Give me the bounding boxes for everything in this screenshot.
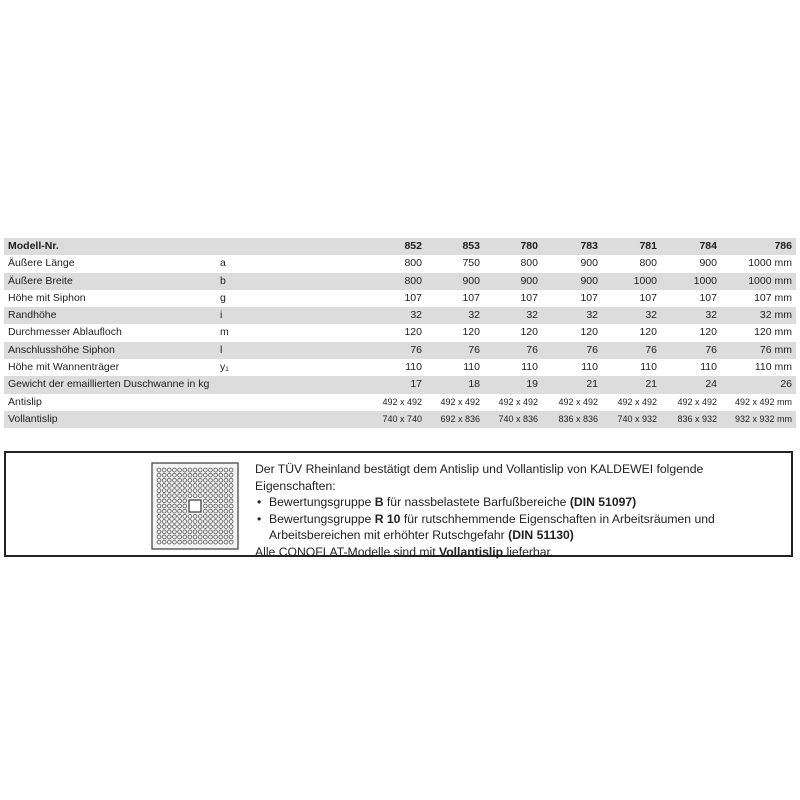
table-cell: 800 — [520, 257, 538, 270]
table-row — [4, 324, 796, 341]
table-cell: 492 x 492 — [677, 396, 717, 407]
table-cell: 120 — [462, 326, 480, 339]
model-number: 783 — [538, 238, 598, 255]
table-cell: 17 — [360, 376, 422, 393]
table-cell: 107 — [462, 291, 480, 304]
table-cell: 32 mm — [717, 307, 796, 324]
table-cell: 1000 mm — [748, 257, 792, 270]
table-row — [4, 376, 796, 393]
row-symbol: l — [220, 342, 360, 359]
table-cell: 492 x 492 — [617, 396, 657, 407]
table-cell: 750 — [462, 257, 480, 270]
row-label: Anschlusshöhe Siphon — [4, 342, 220, 359]
table-cell: 800 — [639, 257, 657, 270]
table-cell: 120 — [639, 326, 657, 339]
table-cell: 107 — [404, 291, 422, 304]
table-cell: 120 — [520, 326, 538, 339]
model-number: 853 — [422, 238, 480, 255]
model-number: 786 — [717, 238, 796, 255]
table-cell: 120 mm — [754, 326, 792, 339]
table-header-row — [4, 238, 796, 255]
table-cell: 692 x 836 — [422, 411, 480, 428]
row-symbol: a — [220, 257, 226, 270]
row-symbol: y₁ — [220, 361, 229, 374]
spec-table — [4, 238, 796, 428]
table-cell: 120 — [404, 326, 422, 339]
row-symbol: b — [220, 273, 360, 290]
table-row — [4, 255, 796, 272]
row-symbol: m — [220, 326, 229, 339]
table-row — [4, 273, 796, 290]
table-cell: 110 — [405, 361, 422, 374]
row-symbol: i — [220, 307, 360, 324]
table-cell: 492 x 492 — [498, 396, 538, 407]
table-cell: 800 — [360, 273, 422, 290]
table-cell: 107 — [580, 291, 598, 304]
info-intro: Der TÜV Rheinland bestätigt dem Antislip und Vollantislip von KALDEWEI folgende Eigenschaften: — [255, 462, 704, 493]
row-label: Durchmesser Ablaufloch — [8, 326, 122, 339]
table-cell: 76 mm — [717, 342, 796, 359]
table-cell: 107 mm — [754, 291, 792, 304]
table-cell: 900 — [699, 257, 717, 270]
table-cell: 836 x 836 — [538, 411, 598, 428]
table-cell: 18 — [422, 376, 480, 393]
table-cell: 800 — [404, 257, 422, 270]
table-cell: 107 — [639, 291, 657, 304]
row-label: Äußere Länge — [8, 257, 75, 270]
table-row — [4, 394, 796, 411]
row-label: Vollantislip — [4, 411, 220, 428]
table-row — [4, 411, 796, 428]
table-cell: 110 — [463, 361, 480, 374]
info-outro: Alle CONOFLAT-Modelle sind mit Vollantislip lieferbar. — [255, 544, 554, 559]
table-cell: 492 x 492 — [440, 396, 480, 407]
table-cell: 492 x 492 — [558, 396, 598, 407]
slip-info-box — [4, 451, 793, 557]
row-symbol: g — [220, 291, 226, 304]
table-cell: 32 — [598, 307, 657, 324]
table-cell: 24 — [657, 376, 717, 393]
table-row — [4, 359, 796, 376]
row-symbol — [220, 376, 360, 393]
table-cell: 21 — [538, 376, 598, 393]
table-cell: 76 — [360, 342, 422, 359]
table-cell: 32 — [360, 307, 422, 324]
table-cell: 1000 mm — [717, 273, 796, 290]
table-cell: 107 — [520, 291, 538, 304]
table-row — [4, 307, 796, 324]
table-cell: 32 — [422, 307, 480, 324]
table-cell: 76 — [480, 342, 538, 359]
table-cell: 110 mm — [754, 361, 792, 374]
table-cell: 19 — [480, 376, 538, 393]
table-cell: 900 — [538, 273, 598, 290]
table-cell: 110 — [581, 361, 598, 374]
table-cell: 836 x 932 — [657, 411, 717, 428]
table-cell: 26 — [717, 376, 796, 393]
row-label: Randhöhe — [4, 307, 220, 324]
row-label: Höhe mit Siphon — [8, 291, 86, 304]
table-cell: 900 — [480, 273, 538, 290]
table-cell: 76 — [657, 342, 717, 359]
table-cell: 120 — [699, 326, 717, 339]
table-cell: 492 x 492 mm — [734, 396, 792, 407]
table-cell: 107 — [699, 291, 717, 304]
table-cell: 32 — [657, 307, 717, 324]
table-cell: 740 x 836 — [480, 411, 538, 428]
row-label: Höhe mit Wannenträger — [8, 361, 120, 374]
info-text — [255, 461, 785, 560]
table-cell: 110 — [521, 361, 538, 374]
table-row — [4, 290, 796, 307]
row-symbol — [220, 394, 360, 411]
table-cell: 932 x 932 mm — [717, 411, 796, 428]
table-cell: 110 — [700, 361, 717, 374]
table-row — [4, 342, 796, 359]
table-cell: 120 — [580, 326, 598, 339]
row-symbol — [220, 411, 360, 428]
table-cell: 1000 — [598, 273, 657, 290]
bullet-din-51130: • Bewertungsgruppe R 10 für rutschhemmende Eigenschaften in Arbeitsräumen und — [257, 511, 715, 526]
model-number: 780 — [480, 238, 538, 255]
table-cell: 76 — [598, 342, 657, 359]
table-cell: 32 — [480, 307, 538, 324]
antislip-pattern-icon — [151, 462, 239, 550]
table-cell: 492 x 492 — [382, 396, 422, 407]
model-number: 781 — [598, 238, 657, 255]
table-cell: 32 — [538, 307, 598, 324]
row-label: Antislip — [8, 395, 42, 408]
table-cell: 1000 — [657, 273, 717, 290]
bullet-din-51130-continued: Arbeitsbereichen mit erhöhter Rutschgefahr (DIN 51130) — [269, 528, 574, 542]
table-cell: 900 — [422, 273, 480, 290]
table-cell: 110 — [640, 361, 657, 374]
model-number: 852 — [360, 238, 422, 255]
table-cell: 900 — [580, 257, 598, 270]
table-cell: 21 — [598, 376, 657, 393]
row-label: Gewicht der emaillierten Duschwanne in kg — [4, 376, 220, 393]
row-label: Äußere Breite — [4, 273, 220, 290]
table-cell: 740 x 740 — [360, 411, 422, 428]
table-cell: 740 x 932 — [598, 411, 657, 428]
table-cell: 76 — [538, 342, 598, 359]
table-cell: 76 — [422, 342, 480, 359]
header-label: Modell-Nr. — [4, 238, 220, 255]
bullet-din-51097: • Bewertungsgruppe B für nassbelastete Barfußbereiche (DIN 51097) — [257, 495, 637, 509]
model-number: 784 — [657, 238, 717, 255]
